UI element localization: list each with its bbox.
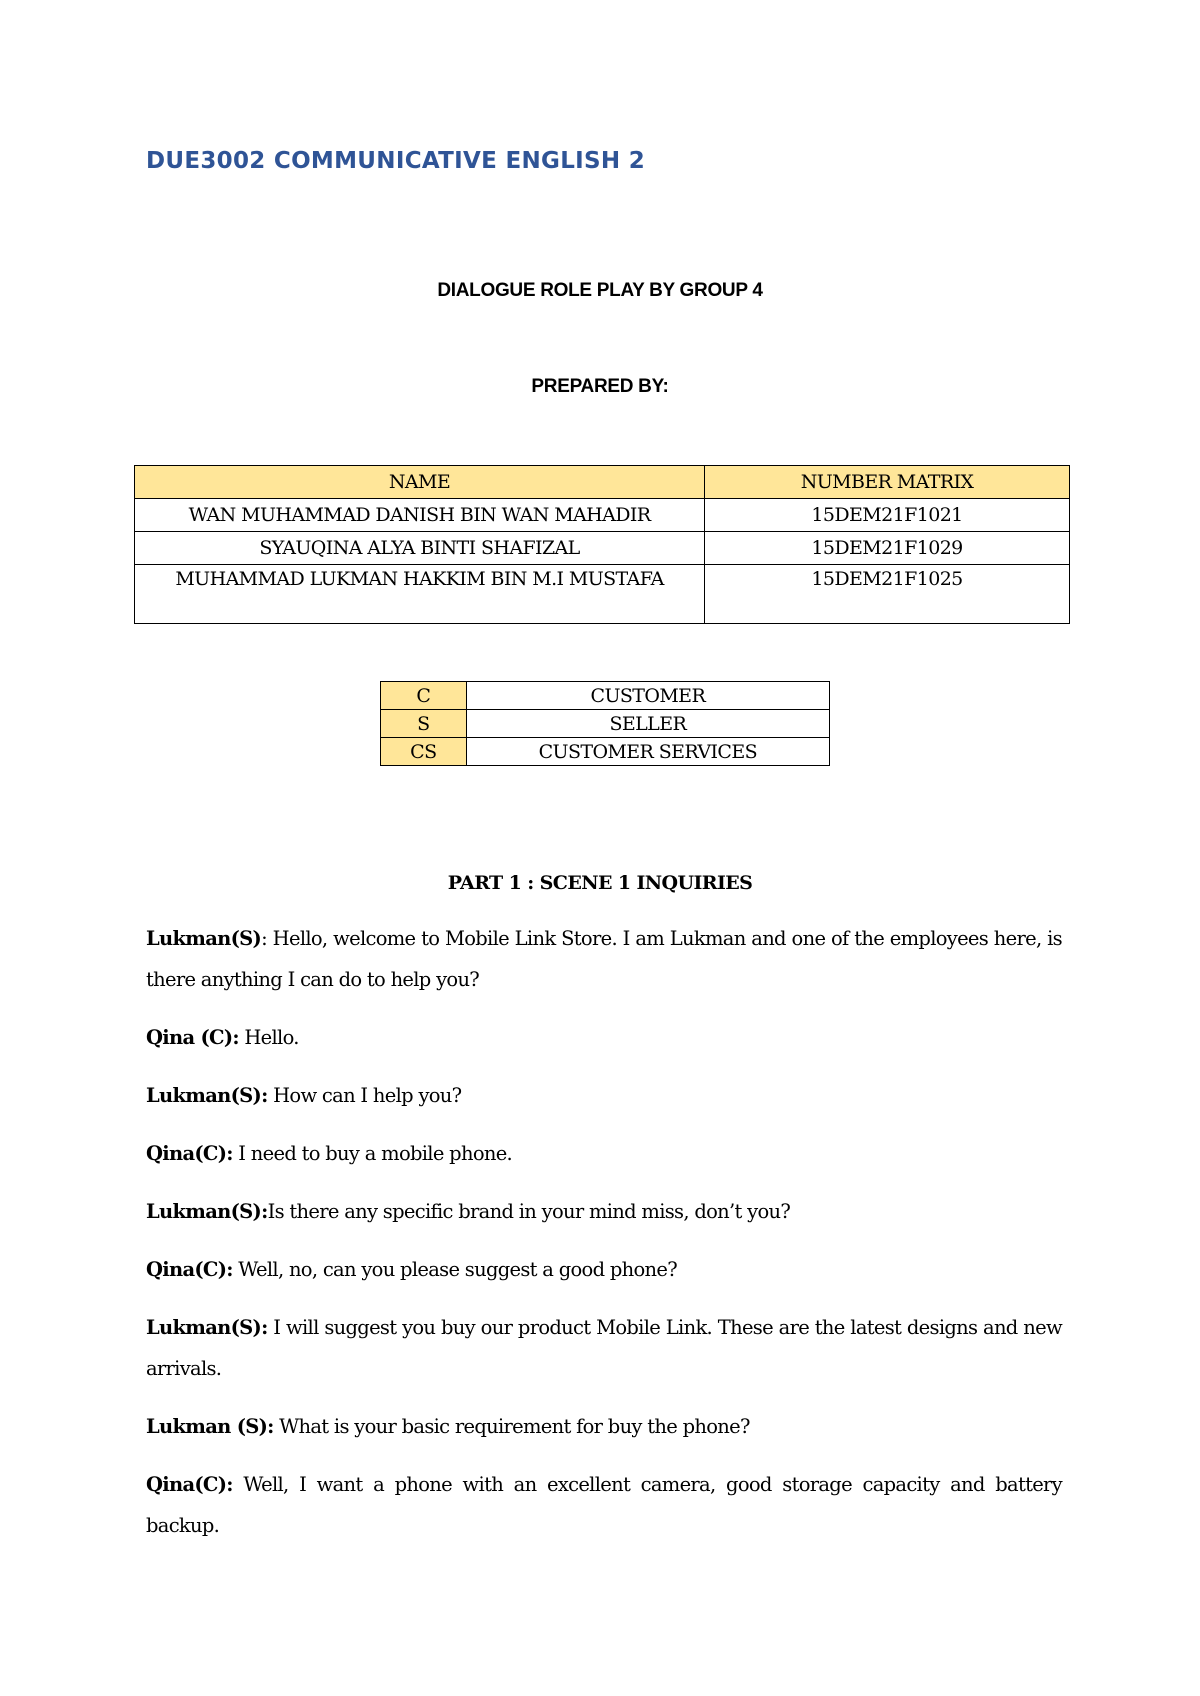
role-code: CS (381, 738, 467, 766)
dialogue-line (146, 918, 1062, 1000)
table-row (135, 532, 1070, 565)
table-row (135, 499, 1070, 532)
members-table (134, 465, 1070, 624)
speaker-label: Qina(C): (146, 1473, 233, 1496)
speaker-label: Qina(C): (146, 1142, 233, 1165)
part-heading: PART 1 : SCENE 1 INQUIRIES (447, 872, 753, 894)
dialogue-line (146, 1075, 1062, 1116)
roles-table (380, 681, 830, 766)
role-description: CUSTOMER SERVICES (466, 738, 829, 766)
dialogue-text: I will suggest you buy our product Mobile Link. These are the latest designs and new arrivals. (146, 1316, 1062, 1380)
dialogue-line (146, 1249, 1062, 1290)
member-name: SYAUQINA ALYA BINTI SHAFIZAL (135, 532, 705, 565)
dialogue-line (146, 1307, 1062, 1389)
role-code: S (381, 710, 467, 738)
dialogue-body (146, 918, 1062, 1563)
member-name: MUHAMMAD LUKMAN HAKKIM BIN M.I MUSTAFA (135, 565, 705, 624)
dialogue-line (146, 1133, 1062, 1174)
prepared-by-heading: PREPARED BY: (531, 376, 669, 397)
speaker-label: Lukman(S): (146, 1084, 268, 1107)
role-description: CUSTOMER (466, 682, 829, 710)
table-row (381, 682, 830, 710)
speaker-label: Lukman(S): (146, 1316, 268, 1339)
dialogue-text: Is there any specific brand in your mind miss, don’t you? (267, 1200, 791, 1223)
member-matrix: 15DEM21F1021 (705, 499, 1070, 532)
table-row (381, 710, 830, 738)
dialogue-text: Well, I want a phone with an excellent camera, good storage capacity and battery backup. (146, 1473, 1062, 1537)
member-name: WAN MUHAMMAD DANISH BIN WAN MAHADIR (135, 499, 705, 532)
speaker-label: Lukman(S) (146, 927, 262, 950)
member-matrix: 15DEM21F1029 (705, 532, 1070, 565)
dialogue-text: Well, no, can you please suggest a good phone? (232, 1258, 678, 1281)
table-row (381, 738, 830, 766)
dialogue-text: What is your basic requirement for buy the phone? (273, 1415, 750, 1438)
speaker-label: Lukman(S): (146, 1200, 268, 1223)
role-code: C (381, 682, 467, 710)
dialogue-text: I need to buy a mobile phone. (232, 1142, 513, 1165)
members-table-header-row (135, 466, 1070, 499)
course-title: DUE3002 COMMUNICATIVE ENGLISH 2 (146, 148, 646, 174)
dialogue-text: : Hello, welcome to Mobile Link Store. I am Lukman and one of the employees here, is there anything I can do to help you? (146, 927, 1062, 991)
members-header-name: NAME (135, 466, 705, 499)
role-description: SELLER (466, 710, 829, 738)
members-header-matrix: NUMBER MATRIX (705, 466, 1070, 499)
dialogue-line (146, 1191, 1062, 1232)
speaker-label: Qina (C): (146, 1026, 239, 1049)
dialogue-line (146, 1017, 1062, 1058)
speaker-label: Lukman (S): (146, 1415, 274, 1438)
speaker-label: Qina(C): (146, 1258, 233, 1281)
dialogue-text: Hello. (238, 1026, 299, 1049)
dialogue-line (146, 1464, 1062, 1546)
table-row (135, 565, 1070, 624)
member-matrix: 15DEM21F1025 (705, 565, 1070, 624)
role-play-heading: DIALOGUE ROLE PLAY BY GROUP 4 (437, 280, 763, 301)
dialogue-text: How can I help you? (267, 1084, 462, 1107)
dialogue-line (146, 1406, 1062, 1447)
